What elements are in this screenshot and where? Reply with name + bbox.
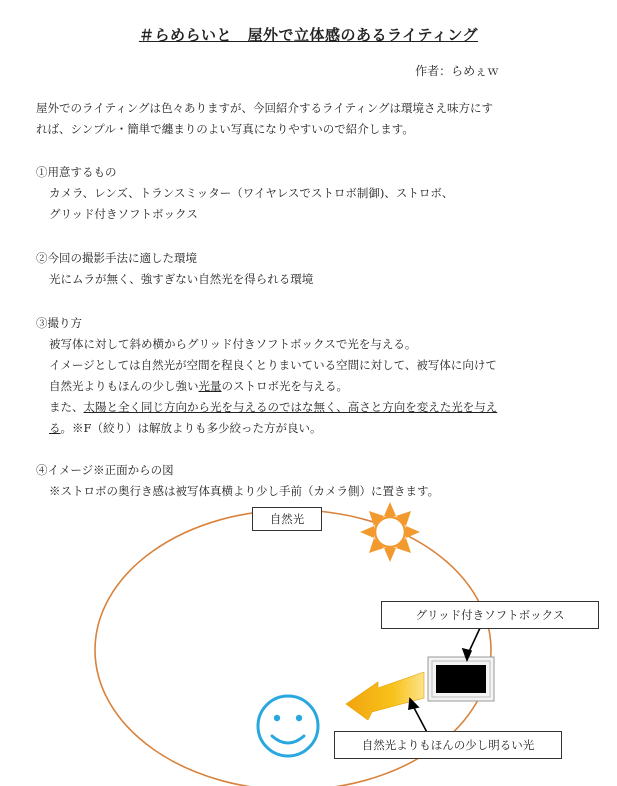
section-line: 被写体に対して斜め横からグリッド付きソフトボックスで光を与える。	[49, 337, 417, 351]
text-fragment: 自然光よりもほんの少し強い	[49, 379, 199, 393]
page-title: ＃らめらいと 屋外で立体感のあるライティング	[138, 26, 479, 44]
text-fragment: のストロボ光を与える。	[221, 379, 348, 393]
section-heading: ②今回の撮影手法に適した環境	[36, 251, 197, 265]
author-line: 作者：らめぇｗ	[415, 64, 499, 78]
section-line: イメージとしては自然光が空間を程良くとりまいている空間に対して、被写体に向けて	[49, 358, 497, 372]
section-line: カメラ、レンズ、トランスミッター（ワイヤレスでストロボ制御)、ストロボ、	[49, 186, 454, 200]
text-fragment: また、	[49, 400, 84, 414]
intro-line: れば、シンプル・簡単で纏まりのよい写真になりやすいので紹介します。	[36, 122, 414, 136]
smiley-face-icon	[258, 696, 318, 756]
section-heading: ①用意するもの	[36, 165, 117, 179]
section-line: グリッド付きソフトボックス	[49, 207, 198, 221]
underlined-text: 太陽と全く同じ方向から光を与えるのではな無く、高さと方向を変えた光を与え	[83, 400, 498, 414]
light-arrow-icon	[346, 672, 424, 720]
sun-icon	[360, 502, 420, 562]
strobe-light-label: 自然光よりもほんの少し明るい光	[334, 731, 562, 759]
softbox-label: グリッド付きソフトボックス	[381, 601, 599, 629]
natural-light-label: 自然光	[252, 507, 322, 531]
underlined-text: る	[49, 421, 61, 435]
section-line: 光にムラが無く、強すぎない自然光を得られる環境	[49, 272, 314, 286]
section-heading: ③撮り方	[36, 316, 82, 330]
softbox-icon	[428, 657, 494, 701]
underlined-text: 光量	[198, 379, 222, 393]
intro-line: 屋外でのライティングは色々ありますが、今回紹介するライティングは環境さえ味方にす	[36, 101, 494, 115]
section-note: ※ストロボの奥行き感は被写体真横より少し手前（カメラ側）に置きます。	[49, 484, 440, 498]
text-fragment: 。※F（絞り）は解放よりも多少絞った方が良い。	[60, 421, 322, 435]
section-heading: ④イメージ※正面からの図	[36, 463, 174, 477]
